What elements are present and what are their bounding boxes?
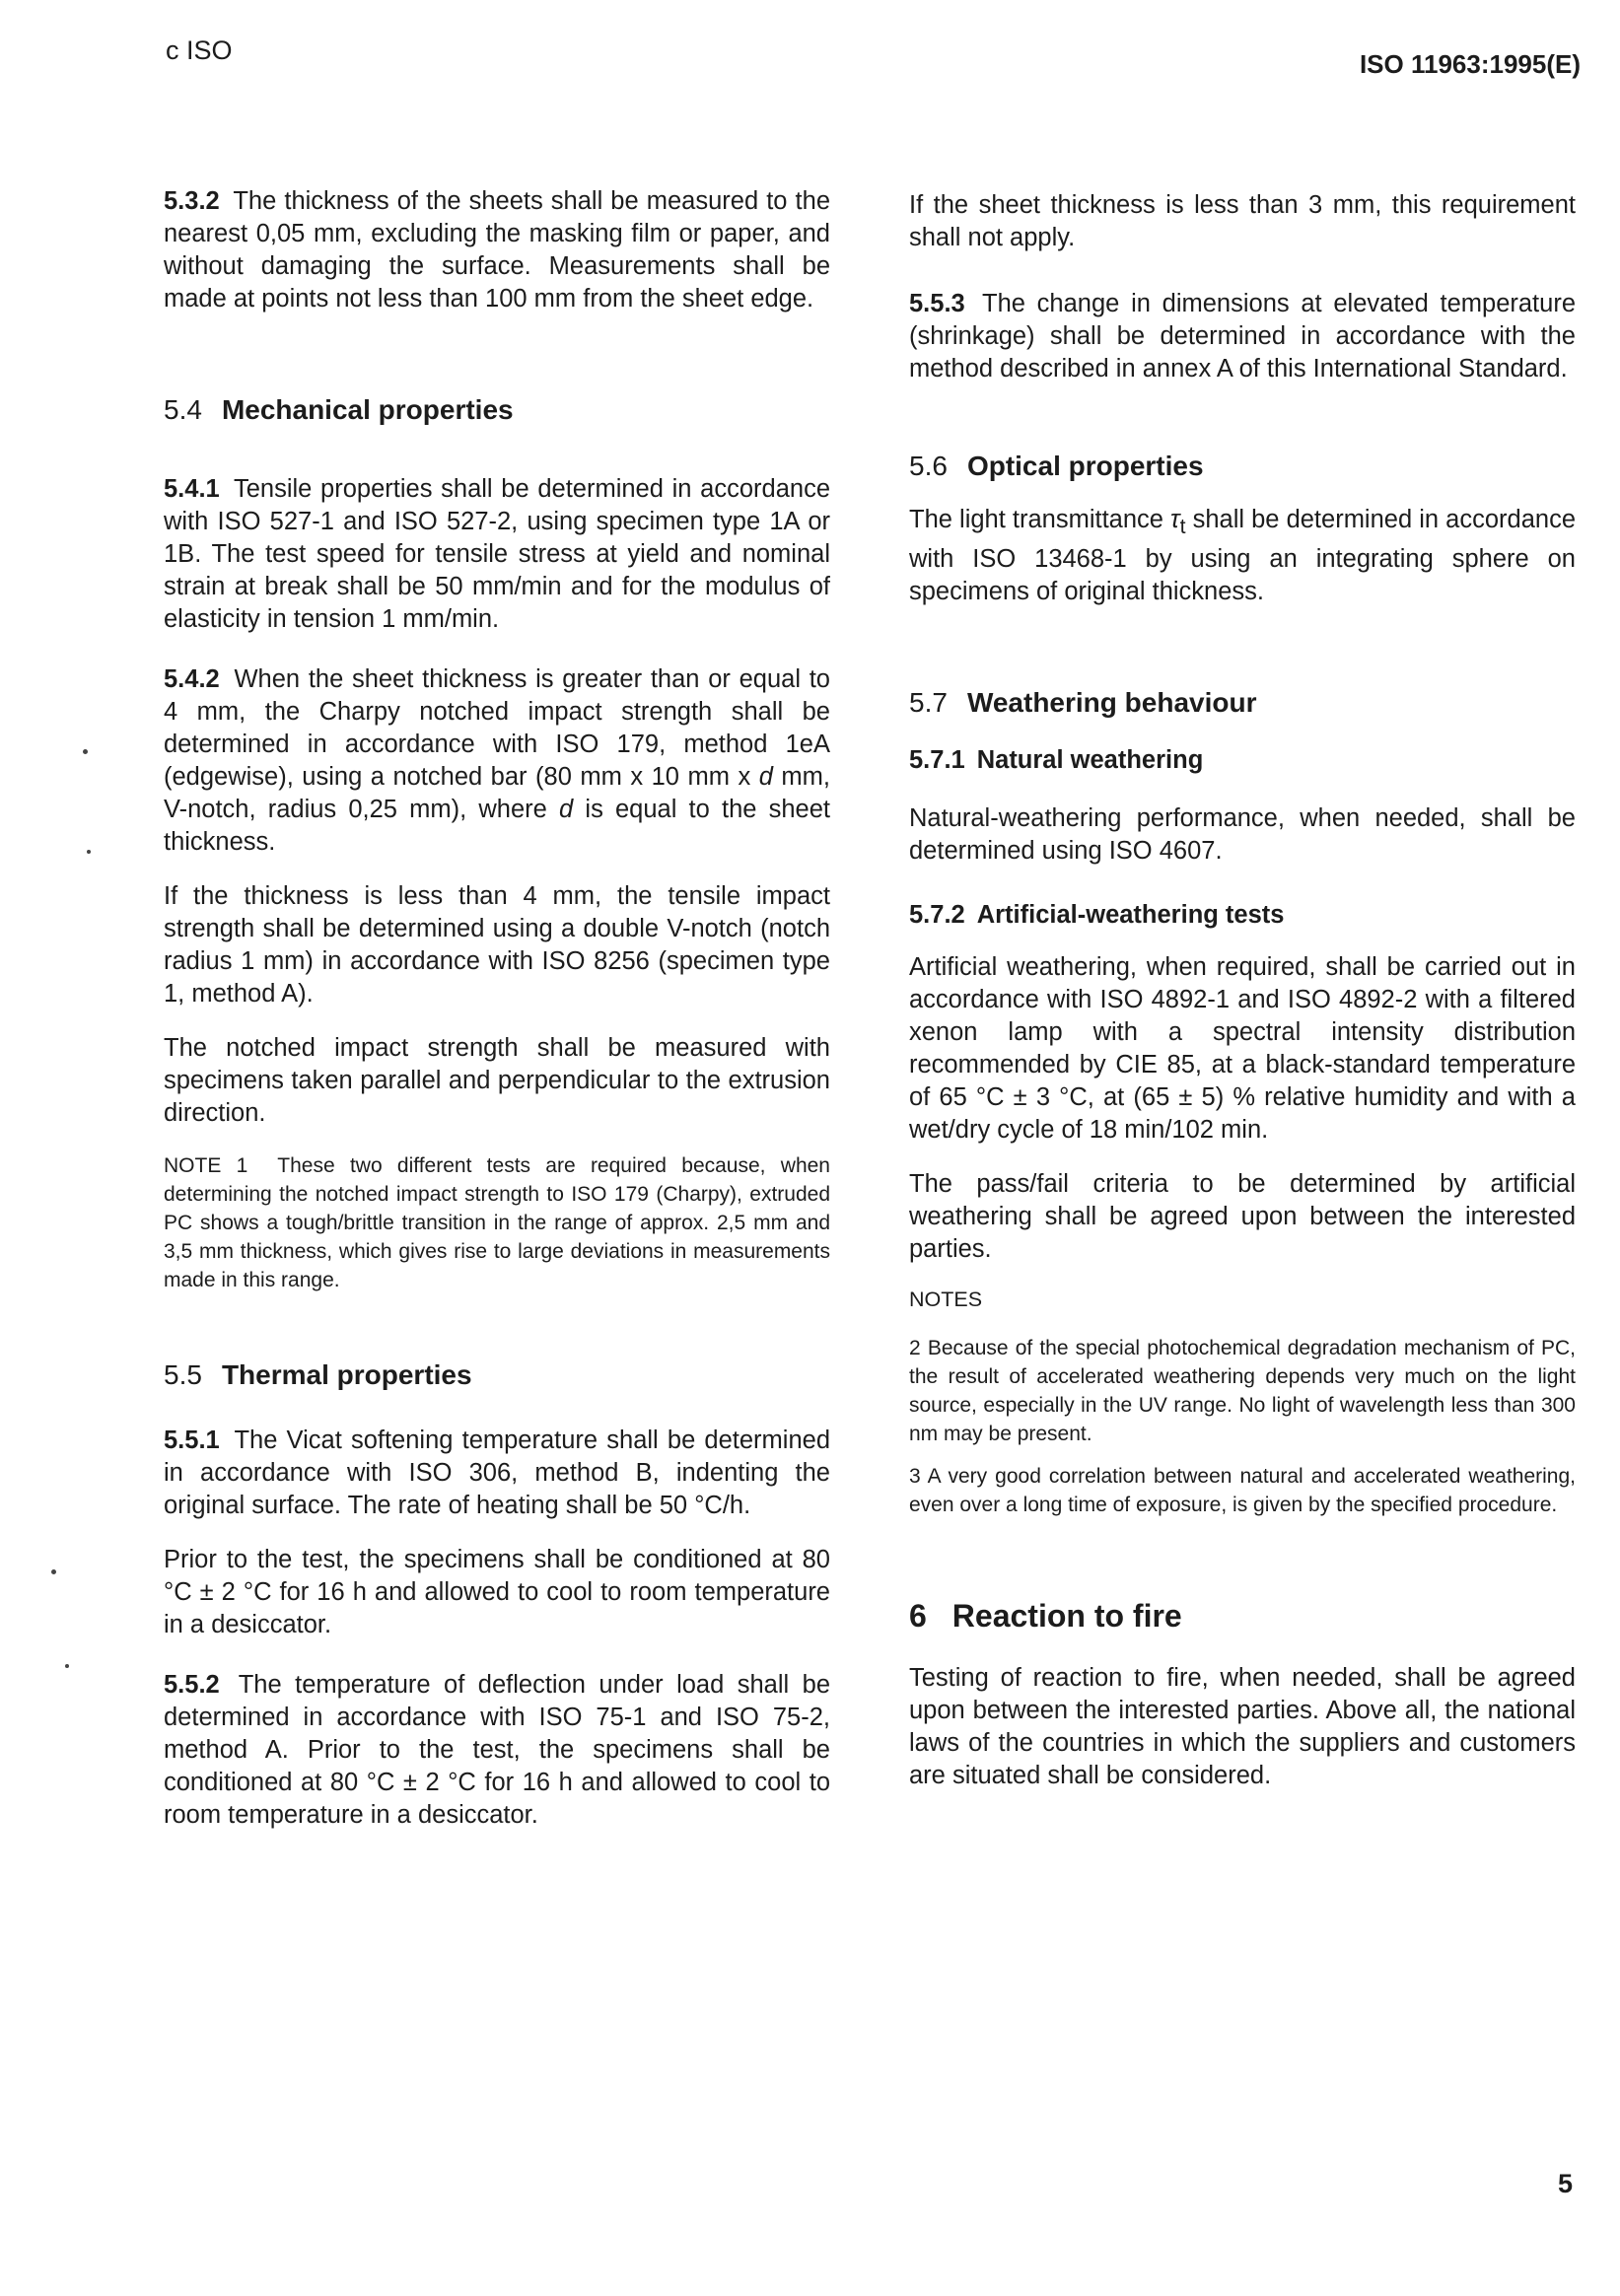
page-number: 5 <box>1557 2169 1573 2198</box>
notes-label: NOTES <box>909 1287 983 1312</box>
italic-variable: d <box>559 796 574 823</box>
section-number: 5.4.1 <box>164 475 220 503</box>
heading-number: 5.6 <box>909 451 948 481</box>
section-5-5-1 <box>164 1425 830 1522</box>
heading-number: 5.7.1 <box>909 746 965 775</box>
section-number: 5.5.1 <box>164 1426 220 1454</box>
heading-6 <box>909 1598 1576 1635</box>
note-text: These two different tests are required because, when determining the notched impact strength to ISO 179 (Charpy), extruded PC shows a tough/brittle transition in the range of approx. 2,5 mm and 3,5 mm thickness, which gives rise to large deviations in measurements made in this range. <box>164 1154 830 1291</box>
paragraph-text: When the sheet thickness is greater than or equal to 4 mm, the Charpy notched impact strength shall be determined in accordance with ISO 179, method 1eA (edgewise), using a notched bar (80 mm x 10 mm x <box>164 665 830 791</box>
paragraph-text: The temperature of deflection under load shall be determined in accordance with ISO 75-1 and ISO 75-2, method A. Prior to the test, the specimens shall be conditioned at 80 °C ± 2 °C for 16 h and allowed to cool to room temperature in a desiccator. <box>164 1671 830 1829</box>
heading-5-7-2 <box>909 901 1576 930</box>
section-5-3-2 <box>164 185 830 315</box>
heading-5-7 <box>909 687 1576 719</box>
tau-symbol: τ <box>1170 506 1180 533</box>
paragraph-natural-weathering: Natural-weathering performance, when needed, shall be determined using ISO 4607. <box>909 804 1576 866</box>
scan-speck <box>65 1664 69 1668</box>
right-column <box>909 189 1576 1792</box>
heading-title: Natural weathering <box>976 746 1204 775</box>
heading-number: 5.7.2 <box>909 901 965 930</box>
heading-number: 5.5 <box>164 1359 202 1390</box>
scan-speck <box>87 850 91 854</box>
section-5-5-3 <box>909 288 1576 385</box>
paragraph-text: mm, V-notch, radius 0,25 mm), where <box>164 763 830 823</box>
heading-5-5 <box>164 1359 830 1391</box>
heading-number: 6 <box>909 1598 927 1635</box>
heading-5-4 <box>164 394 830 426</box>
italic-variable: d <box>758 763 773 791</box>
paragraph-light-transmittance <box>909 504 1576 608</box>
heading-5-6 <box>909 451 1576 482</box>
paragraph-conditioning: Prior to the test, the specimens shall be conditioned at 80 °C ± 2 °C for 16 h and allowed to cool to room temperature in a desiccator. <box>164 1546 830 1638</box>
heading-title: Weathering behaviour <box>966 687 1257 719</box>
paragraph-pass-fail: The pass/fail criteria to be determined by artificial weathering shall be agreed upon between the interested parties. <box>909 1170 1576 1264</box>
heading-number: 5.4 <box>164 394 202 425</box>
heading-title: Mechanical properties <box>221 394 514 425</box>
header-copyright: c ISO <box>166 35 233 65</box>
section-number: 5.5.3 <box>909 290 965 317</box>
paragraph-text: The thickness of the sheets shall be measured to the nearest 0,05 mm, excluding the masking film or paper, and without damaging the surface. Measurements shall be made at points not less than 100 mm from the sheet edge. <box>164 187 831 313</box>
paragraph-text: is equal to the sheet thickness. <box>164 796 830 856</box>
section-number: 5.5.2 <box>164 1671 220 1699</box>
note-2: 2 Because of the special photochemical degradation mechanism of PC, the result of accelerated weathering depends very much on the light source, especially in the UV range. No light of wavelength less than 300 nm may be present. <box>909 1337 1576 1446</box>
heading-5-7-1 <box>909 746 1576 775</box>
heading-number: 5.7 <box>909 687 948 719</box>
heading-title: Reaction to fire <box>951 1598 1182 1635</box>
section-5-4-1 <box>164 473 830 636</box>
section-5-4-2 <box>164 663 830 859</box>
scan-speck <box>51 1569 56 1574</box>
heading-title: Optical properties <box>966 451 1204 481</box>
section-number: 5.4.2 <box>164 665 220 693</box>
left-column <box>164 185 830 1832</box>
paragraph-text: The change in dimensions at elevated temperature (shrinkage) shall be determined in accordance with the method described in annex A of this International Standard. <box>909 290 1576 383</box>
paragraph-text: Tensile properties shall be determined in accordance with ISO 527-1 and ISO 527-2, using specimen type 1A or 1B. The test speed for tensile stress at yield and nominal strain at break shall be 50 mm/min and for the modulus of elasticity in tension 1 mm/min. <box>164 475 831 633</box>
paragraph-artificial-weathering: Artificial weathering, when required, shall be carried out in accordance with ISO 4892-1 and ISO 4892-2 with a filtered xenon lamp with a spectral intensity distribution recommended by CIE 85, at a black-standard temperature of 65 °C ± 3 °C, at (65 ± 5) % relative humidity and with a wet/dry cycle of 18 min/102 min. <box>909 953 1576 1145</box>
header-standard-id: ISO 11963:1995(E) <box>1359 49 1581 79</box>
paragraph-text: The Vicat softening temperature shall be determined in accordance with ISO 306, method B, indenting the original surface. The rate of heating shall be 50 °C/h. <box>164 1426 831 1519</box>
tau-subscript: t <box>1179 515 1186 539</box>
note-3: 3 A very good correlation between natural and accelerated weathering, even over a long time of exposure, is given by the specified procedure. <box>909 1465 1576 1517</box>
paragraph-tensile-impact: If the thickness is less than 4 mm, the tensile impact strength shall be determined using a double V-notch (notch radius 1 mm) in accordance with ISO 8256 (specimen type 1, method A). <box>164 882 830 1008</box>
section-number: 5.3.2 <box>164 187 220 215</box>
paragraph-text: shall be determined in accordance with ISO 13468-1 by using an integrating sphere on specimens of original thickness. <box>909 506 1576 606</box>
note-label: NOTE 1 <box>164 1154 248 1177</box>
section-5-5-2 <box>164 1669 830 1832</box>
paragraph-continuation: If the sheet thickness is less than 3 mm, this requirement shall not apply. <box>909 191 1576 251</box>
scan-speck <box>83 749 88 754</box>
note-1 <box>164 1151 830 1294</box>
paragraph-notched-impact: The notched impact strength shall be measured with specimens taken parallel and perpendicular to the extrusion direction. <box>164 1034 830 1127</box>
paragraph-reaction-to-fire: Testing of reaction to fire, when needed, shall be agreed upon between the interested parties. Above all, the national laws of the countries in which the suppliers and customers are situated shall be considered. <box>909 1664 1576 1790</box>
paragraph-text: The light transmittance <box>909 506 1163 533</box>
heading-title: Artificial-weathering tests <box>976 901 1285 930</box>
heading-title: Thermal properties <box>221 1359 472 1390</box>
